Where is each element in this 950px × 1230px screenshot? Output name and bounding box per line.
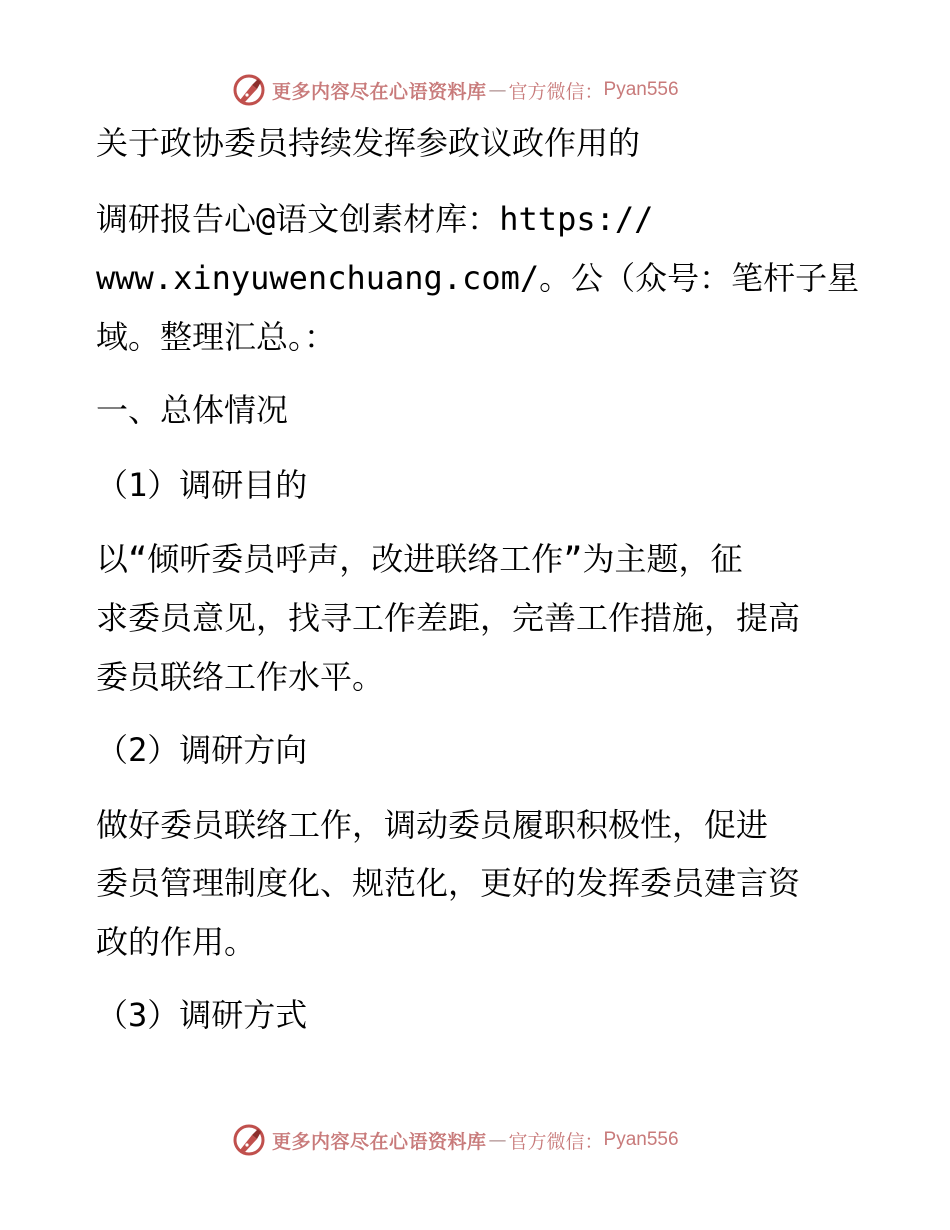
- subsection-heading-purpose: （1）调研目的: [96, 466, 308, 504]
- document-title-line-1: 关于政协委员持续发挥参政议政作用的: [96, 124, 641, 162]
- paragraph-direction-line: 政的作用。: [96, 923, 257, 961]
- header-banner-wechat-label: 官方微信：: [508, 80, 604, 103]
- footer-banner-main-text: 更多内容尽在心语资料库: [272, 1130, 487, 1153]
- footer-watermark-banner: [232, 1120, 679, 1160]
- header-watermark-banner: [232, 70, 679, 110]
- document-title-line-2: 调研报告心@语文创素材库：https://: [96, 200, 654, 238]
- footer-banner-wechat-label: 官方微信：: [508, 1130, 604, 1153]
- paragraph-purpose-line: 委员联络工作水平。: [96, 658, 385, 696]
- document-text-line: 域。整理汇总。：: [96, 318, 337, 356]
- footer-banner-wechat-id: Pyan556: [603, 1129, 679, 1150]
- section-heading-overview: 一、总体情况: [96, 391, 289, 429]
- paragraph-direction-line: 做好委员联络工作，调动委员履职积极性，促进: [96, 806, 769, 844]
- footer-banner-dash: —: [488, 1129, 507, 1151]
- header-banner-dash: —: [488, 79, 507, 101]
- pen-logo-icon: [232, 1123, 266, 1157]
- paragraph-purpose-line: 以“倾听委员呼声，改进联络工作”为主题，征: [96, 540, 743, 578]
- paragraph-purpose-line: 求委员意见，找寻工作差距，完善工作措施，提高: [96, 599, 801, 637]
- header-banner-wechat-id: Pyan556: [603, 79, 679, 100]
- header-banner-main-text: 更多内容尽在心语资料库: [272, 80, 487, 103]
- subsection-heading-direction: （2）调研方向: [96, 731, 308, 769]
- document-text-line: www.xinyuwenchuang.com/。公（众号：笔杆子星: [96, 259, 860, 297]
- subsection-heading-method: （3）调研方式: [96, 996, 308, 1034]
- paragraph-direction-line: 委员管理制度化、规范化，更好的发挥委员建言资: [96, 864, 801, 902]
- pen-logo-icon: [232, 73, 266, 107]
